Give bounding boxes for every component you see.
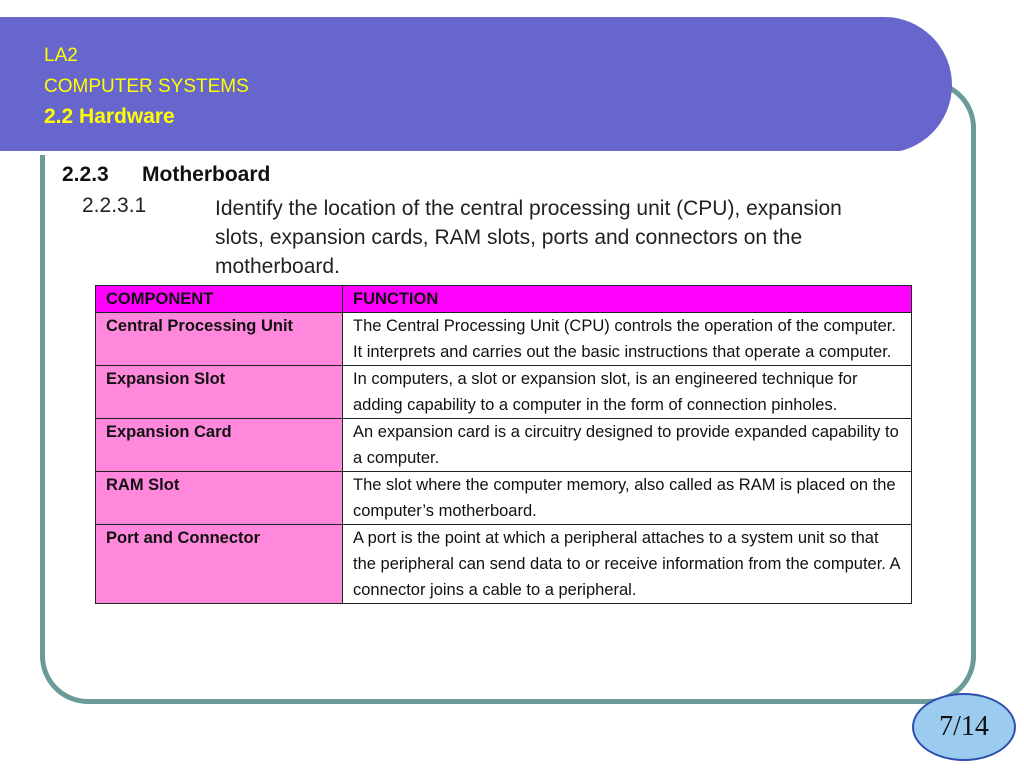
- table-row: [96, 366, 912, 419]
- component-function: The slot where the computer memory, also called as RAM is placed on the computer’s motherboard.: [343, 472, 912, 525]
- section-title: Motherboard: [142, 163, 271, 186]
- component-function: In computers, a slot or expansion slot, is an engineered technique for adding capability to a computer in the form of connection pinholes.: [343, 366, 912, 419]
- column-header-function: FUNCTION: [343, 286, 912, 313]
- header-divider: [0, 151, 905, 155]
- component-function: The Central Processing Unit (CPU) controls the operation of the computer. It interprets and carries out the basic instructions that operate a computer.: [343, 313, 912, 366]
- component-function: An expansion card is a circuitry designed to provide expanded capability to a computer.: [343, 419, 912, 472]
- component-name: Central Processing Unit: [96, 313, 343, 366]
- table-row: [96, 419, 912, 472]
- table-row: [96, 313, 912, 366]
- table-row: [96, 525, 912, 604]
- component-function-table: [95, 285, 912, 604]
- section-number: 2.2.3: [62, 163, 109, 186]
- component-name: Expansion Card: [96, 419, 343, 472]
- subsection-number: 2.2.3.1: [82, 194, 147, 217]
- header-course-title: COMPUTER SYSTEMS: [44, 76, 249, 97]
- section-heading: [62, 163, 270, 187]
- column-header-component: COMPONENT: [96, 286, 343, 313]
- component-name: Expansion Slot: [96, 366, 343, 419]
- table-header-row: [96, 286, 912, 313]
- component-name: RAM Slot: [96, 472, 343, 525]
- table-row: [96, 472, 912, 525]
- component-function: A port is the point at which a peripheral attaches to a system unit so that the peripheral can send data to or receive information from the computer. A connector joins a cable to a peripheral.: [343, 525, 912, 604]
- header-course-code: LA2: [44, 45, 78, 66]
- page-indicator[interactable]: 7/14: [912, 693, 1016, 761]
- subsection-objective: Identify the location of the central processing unit (CPU), expansion slots, expansion cards, RAM slots, ports and connectors on the motherboard.: [215, 197, 842, 278]
- header-topic-title: 2.2 Hardware: [44, 105, 175, 128]
- component-name: Port and Connector: [96, 525, 343, 604]
